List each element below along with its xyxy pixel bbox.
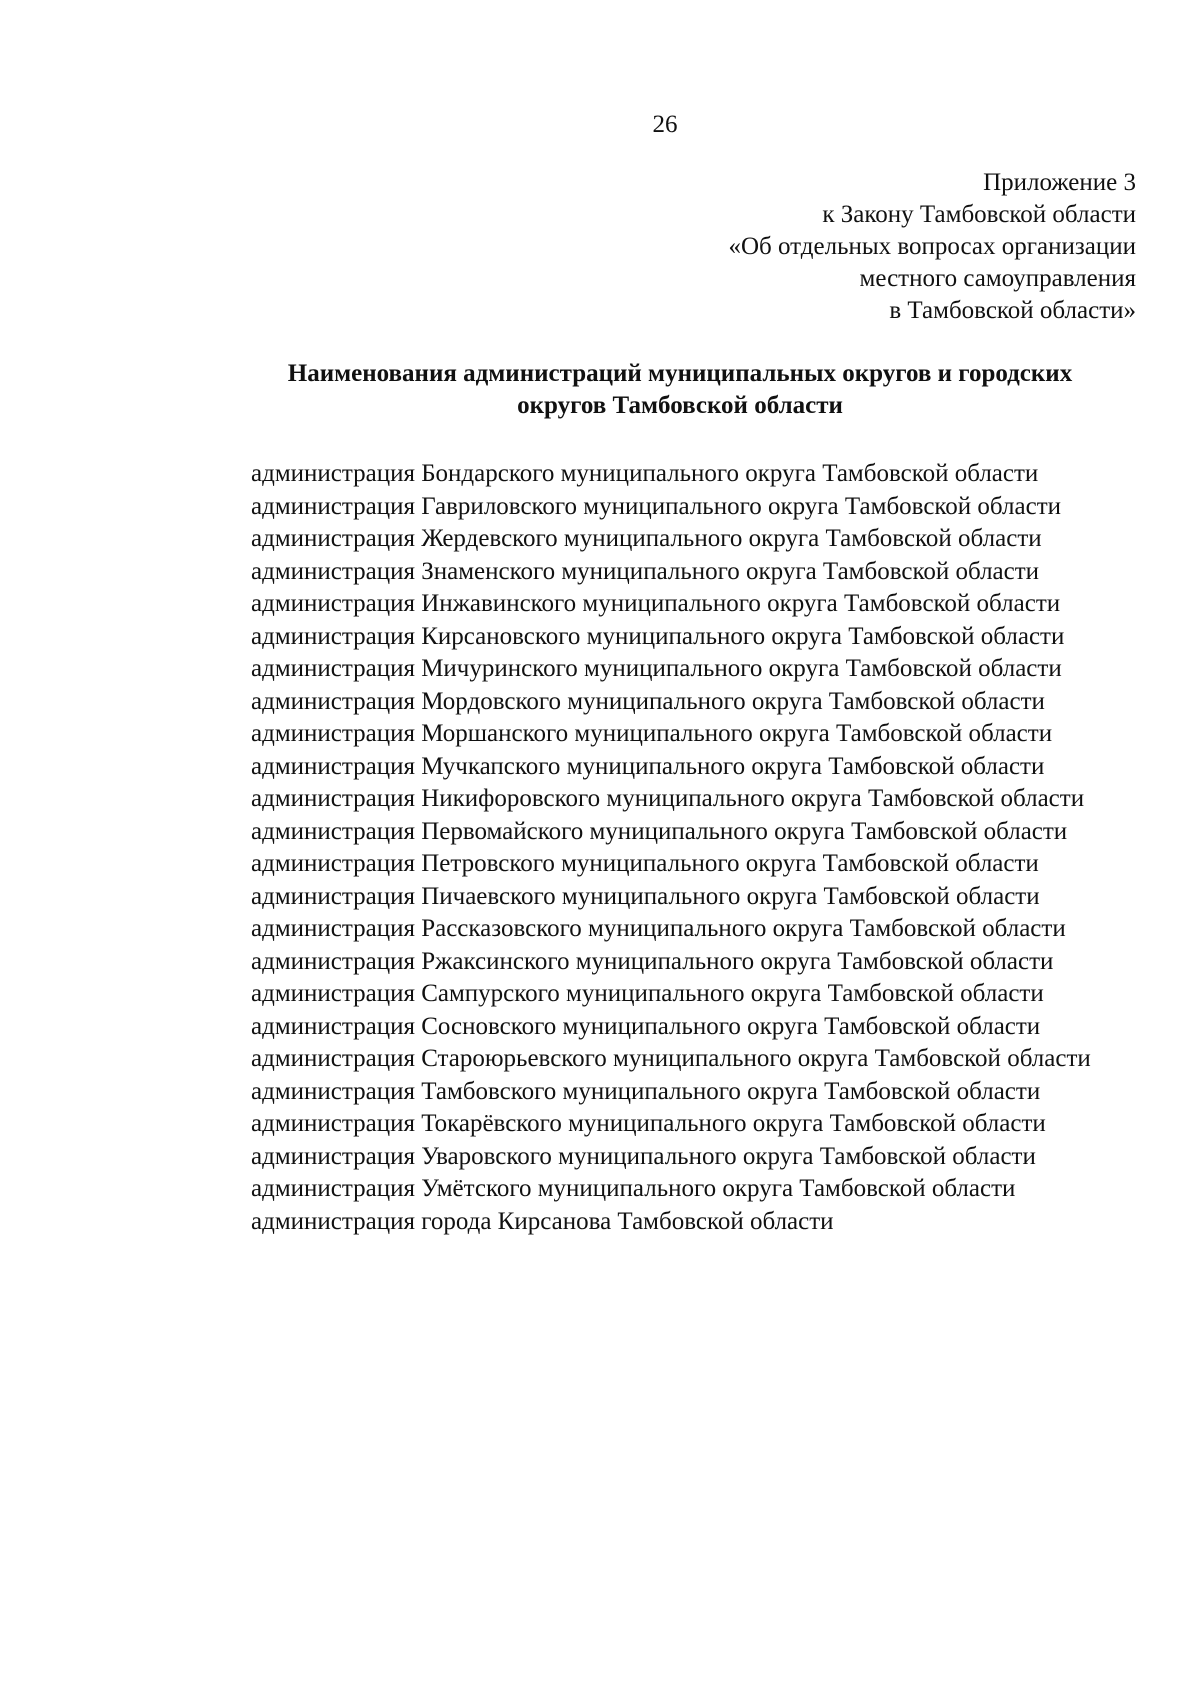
- list-item: администрация Знаменского муниципального округа Тамбовской области: [251, 557, 1040, 585]
- list-item: администрация Мордовского муниципального округа Тамбовской области: [251, 687, 1045, 715]
- appendix-line: Приложение 3: [983, 169, 1136, 196]
- list-item: администрация Староюрьевского муниципального округа Тамбовской области: [251, 1045, 1091, 1072]
- page-number: 26: [652, 111, 678, 138]
- list-item: администрация Сосновского муниципального округа Тамбовской области: [251, 1012, 1041, 1040]
- list-item: администрация Сампурского муниципального округа Тамбовской области: [251, 980, 1044, 1007]
- list-item: администрация Никифоровского муниципального округа Тамбовской области: [251, 785, 1085, 812]
- list-item: администрация Первомайского муниципального округа Тамбовской области: [251, 817, 1068, 845]
- list-item: администрация Гавриловского муниципального округа Тамбовской области: [251, 492, 1061, 520]
- document-title: [180, 358, 1180, 422]
- list-item: администрация Уваровского муниципального округа Тамбовской области: [251, 1142, 1036, 1170]
- appendix-line: в Тамбовской области»: [889, 297, 1136, 324]
- list-item: администрация Жердевского муниципального округа Тамбовской области: [251, 525, 1042, 552]
- list-item: администрация Кирсановского муниципального округа Тамбовской области: [251, 622, 1065, 650]
- list-item: администрация Ржаксинского муниципального округа Тамбовской области: [251, 947, 1054, 975]
- list-item: администрация Бондарского муниципального округа Тамбовской области: [251, 460, 1039, 487]
- title-line: округов Тамбовской области: [517, 392, 843, 419]
- appendix-line: местного самоуправления: [859, 265, 1136, 292]
- list-item: администрация Токарёвского муниципального округа Тамбовской области: [251, 1110, 1046, 1137]
- appendix-line: к Закону Тамбовской области: [822, 201, 1136, 228]
- appendix-block: [728, 167, 1136, 327]
- list-item: администрация Моршанского муниципального округа Тамбовской области: [251, 720, 1053, 747]
- list-item: администрация Тамбовского муниципального округа Тамбовской области: [251, 1077, 1041, 1105]
- list-item: администрация Инжавинского муниципального округа Тамбовской области: [251, 590, 1061, 617]
- list-item: администрация Мичуринского муниципального округа Тамбовской области: [251, 655, 1062, 682]
- appendix-line: «Об отдельных вопросах организации: [728, 233, 1136, 260]
- list-item: администрация Умётского муниципального округа Тамбовской области: [251, 1175, 1016, 1202]
- list-item: администрация Петровского муниципального округа Тамбовской области: [251, 850, 1039, 877]
- list-item: администрация Рассказовского муниципального округа Тамбовской области: [251, 915, 1066, 942]
- administration-list: [178, 458, 1158, 1238]
- title-line: Наименования администраций муниципальных округов и городских: [287, 360, 1073, 387]
- list-item: администрация Мучкапского муниципального округа Тамбовской области: [251, 752, 1045, 780]
- list-item: администрация города Кирсанова Тамбовской области: [251, 1207, 834, 1235]
- list-item: администрация Пичаевского муниципального округа Тамбовской области: [251, 882, 1040, 910]
